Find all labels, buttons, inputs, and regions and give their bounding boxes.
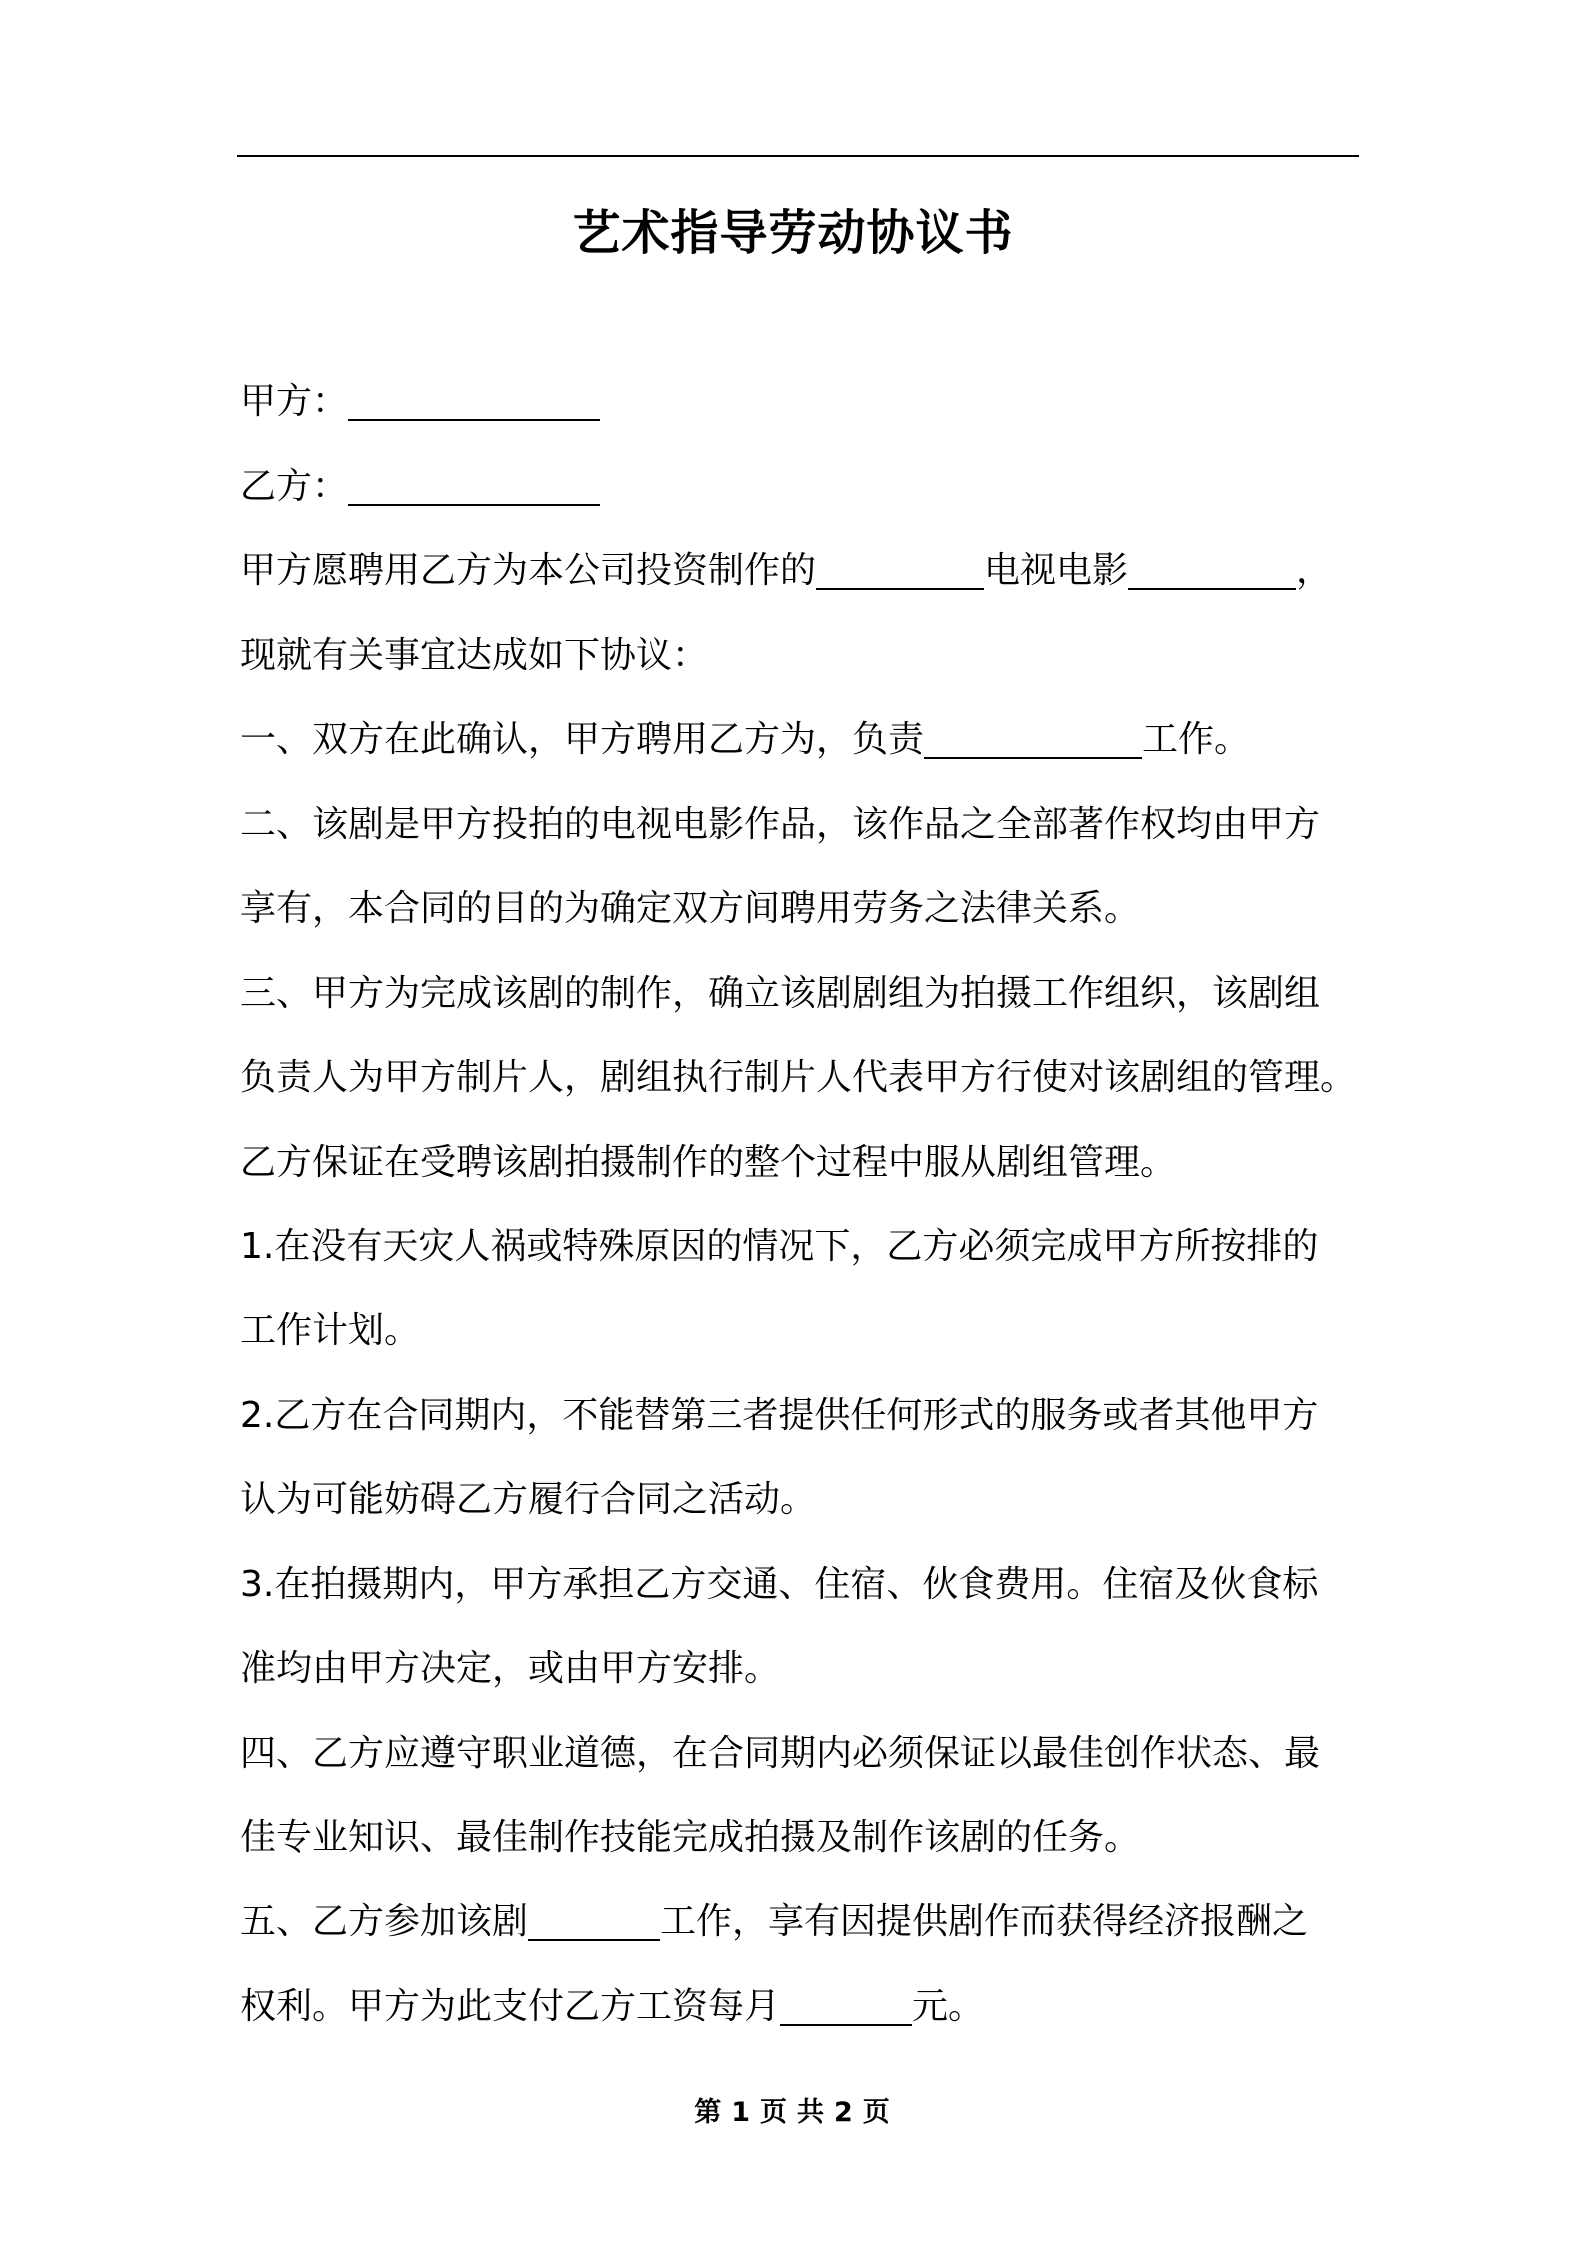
clause-5-line-2 xyxy=(240,1982,984,2032)
clause-4-line-2: 佳专业知识、最佳制作技能完成拍摄及制作该剧的任务。 xyxy=(240,1817,1141,1858)
clause-3-line-2: 负责人为甲方制片人，剧组执行制片人代表甲方行使对该剧组的管理。 xyxy=(240,1057,1357,1098)
footer-word: 页 xyxy=(862,2097,892,2128)
item-1-line-1: 1.在没有天灾人祸或特殊原因的情况下，乙方必须完成甲方所按排的 xyxy=(240,1226,1319,1267)
party-a-label: 甲方： xyxy=(240,381,349,422)
clause-5-blank-1 xyxy=(528,1903,660,1941)
footer-word: 第 xyxy=(694,2097,724,2128)
party-b-label: 乙方： xyxy=(240,466,349,507)
clause-2-line-2: 享有，本合同的目的为确定双方间聘用劳务之法律关系。 xyxy=(240,888,1141,929)
clause-1-line xyxy=(240,715,1250,765)
party-b-blank xyxy=(348,468,600,506)
item-3-line-1: 3.在拍摄期内，甲方承担乙方交通、住宿、伙食费用。住宿及伙食标 xyxy=(240,1564,1319,1605)
intro-line-2: 现就有关事宜达成如下协议： xyxy=(240,635,709,676)
clause-5-blank-2 xyxy=(780,1988,912,2026)
intro-text-1: 甲方愿聘用乙方为本公司投资制作的 xyxy=(240,550,817,591)
intro-blank-2 xyxy=(1128,552,1296,590)
intro-blank-1 xyxy=(816,552,984,590)
clause-1-blank xyxy=(924,721,1142,759)
footer-word: 共 xyxy=(797,2097,826,2128)
total-pages-number: 2 xyxy=(834,2097,855,2128)
document-title: 艺术指导劳动协议书 xyxy=(572,205,1014,261)
clause-3-line-1: 三、甲方为完成该剧的制作，确立该剧剧组为拍摄工作组织，该剧组 xyxy=(240,973,1321,1014)
item-2-line-2: 认为可能妨碍乙方履行合同之活动。 xyxy=(240,1479,817,1520)
clause-5-text-3: 权利。甲方为此支付乙方工资每月 xyxy=(240,1986,781,2027)
party-a-blank xyxy=(348,383,600,421)
current-page-number: 1 xyxy=(731,2097,752,2128)
party-b-line xyxy=(240,462,600,512)
footer-word: 页 xyxy=(760,2097,789,2128)
item-2-line-1: 2.乙方在合同期内，不能替第三者提供任何形式的服务或者其他甲方 xyxy=(240,1395,1319,1436)
item-3-line-2: 准均由甲方决定，或由甲方安排。 xyxy=(240,1648,781,1689)
intro-text-3: ， xyxy=(1296,550,1333,591)
party-a-line xyxy=(240,377,600,427)
page-footer xyxy=(0,2095,1586,2131)
header-rule xyxy=(237,155,1359,157)
clause-5-text-1: 五、乙方参加该剧 xyxy=(240,1901,529,1942)
clause-5-text-2: 工作，享有因提供剧作而获得经济报酬之 xyxy=(660,1901,1309,1942)
clause-2-line-1: 二、该剧是甲方投拍的电视电影作品，该作品之全部著作权均由甲方 xyxy=(240,804,1321,845)
item-1-line-2: 工作计划。 xyxy=(240,1310,421,1351)
clause-5-text-4: 元。 xyxy=(912,1986,985,2027)
intro-text-2: 电视电影 xyxy=(984,550,1129,591)
intro-line-1 xyxy=(240,546,1332,596)
clause-5-line-1 xyxy=(240,1897,1308,1947)
clause-1-text-2: 工作。 xyxy=(1142,719,1251,760)
clause-4-line-1: 四、乙方应遵守职业道德，在合同期内必须保证以最佳创作状态、最 xyxy=(240,1733,1321,1774)
clause-1-text-1: 一、双方在此确认，甲方聘用乙方为，负责 xyxy=(240,719,925,760)
clause-3-line-3: 乙方保证在受聘该剧拍摄制作的整个过程中服从剧组管理。 xyxy=(240,1142,1177,1183)
